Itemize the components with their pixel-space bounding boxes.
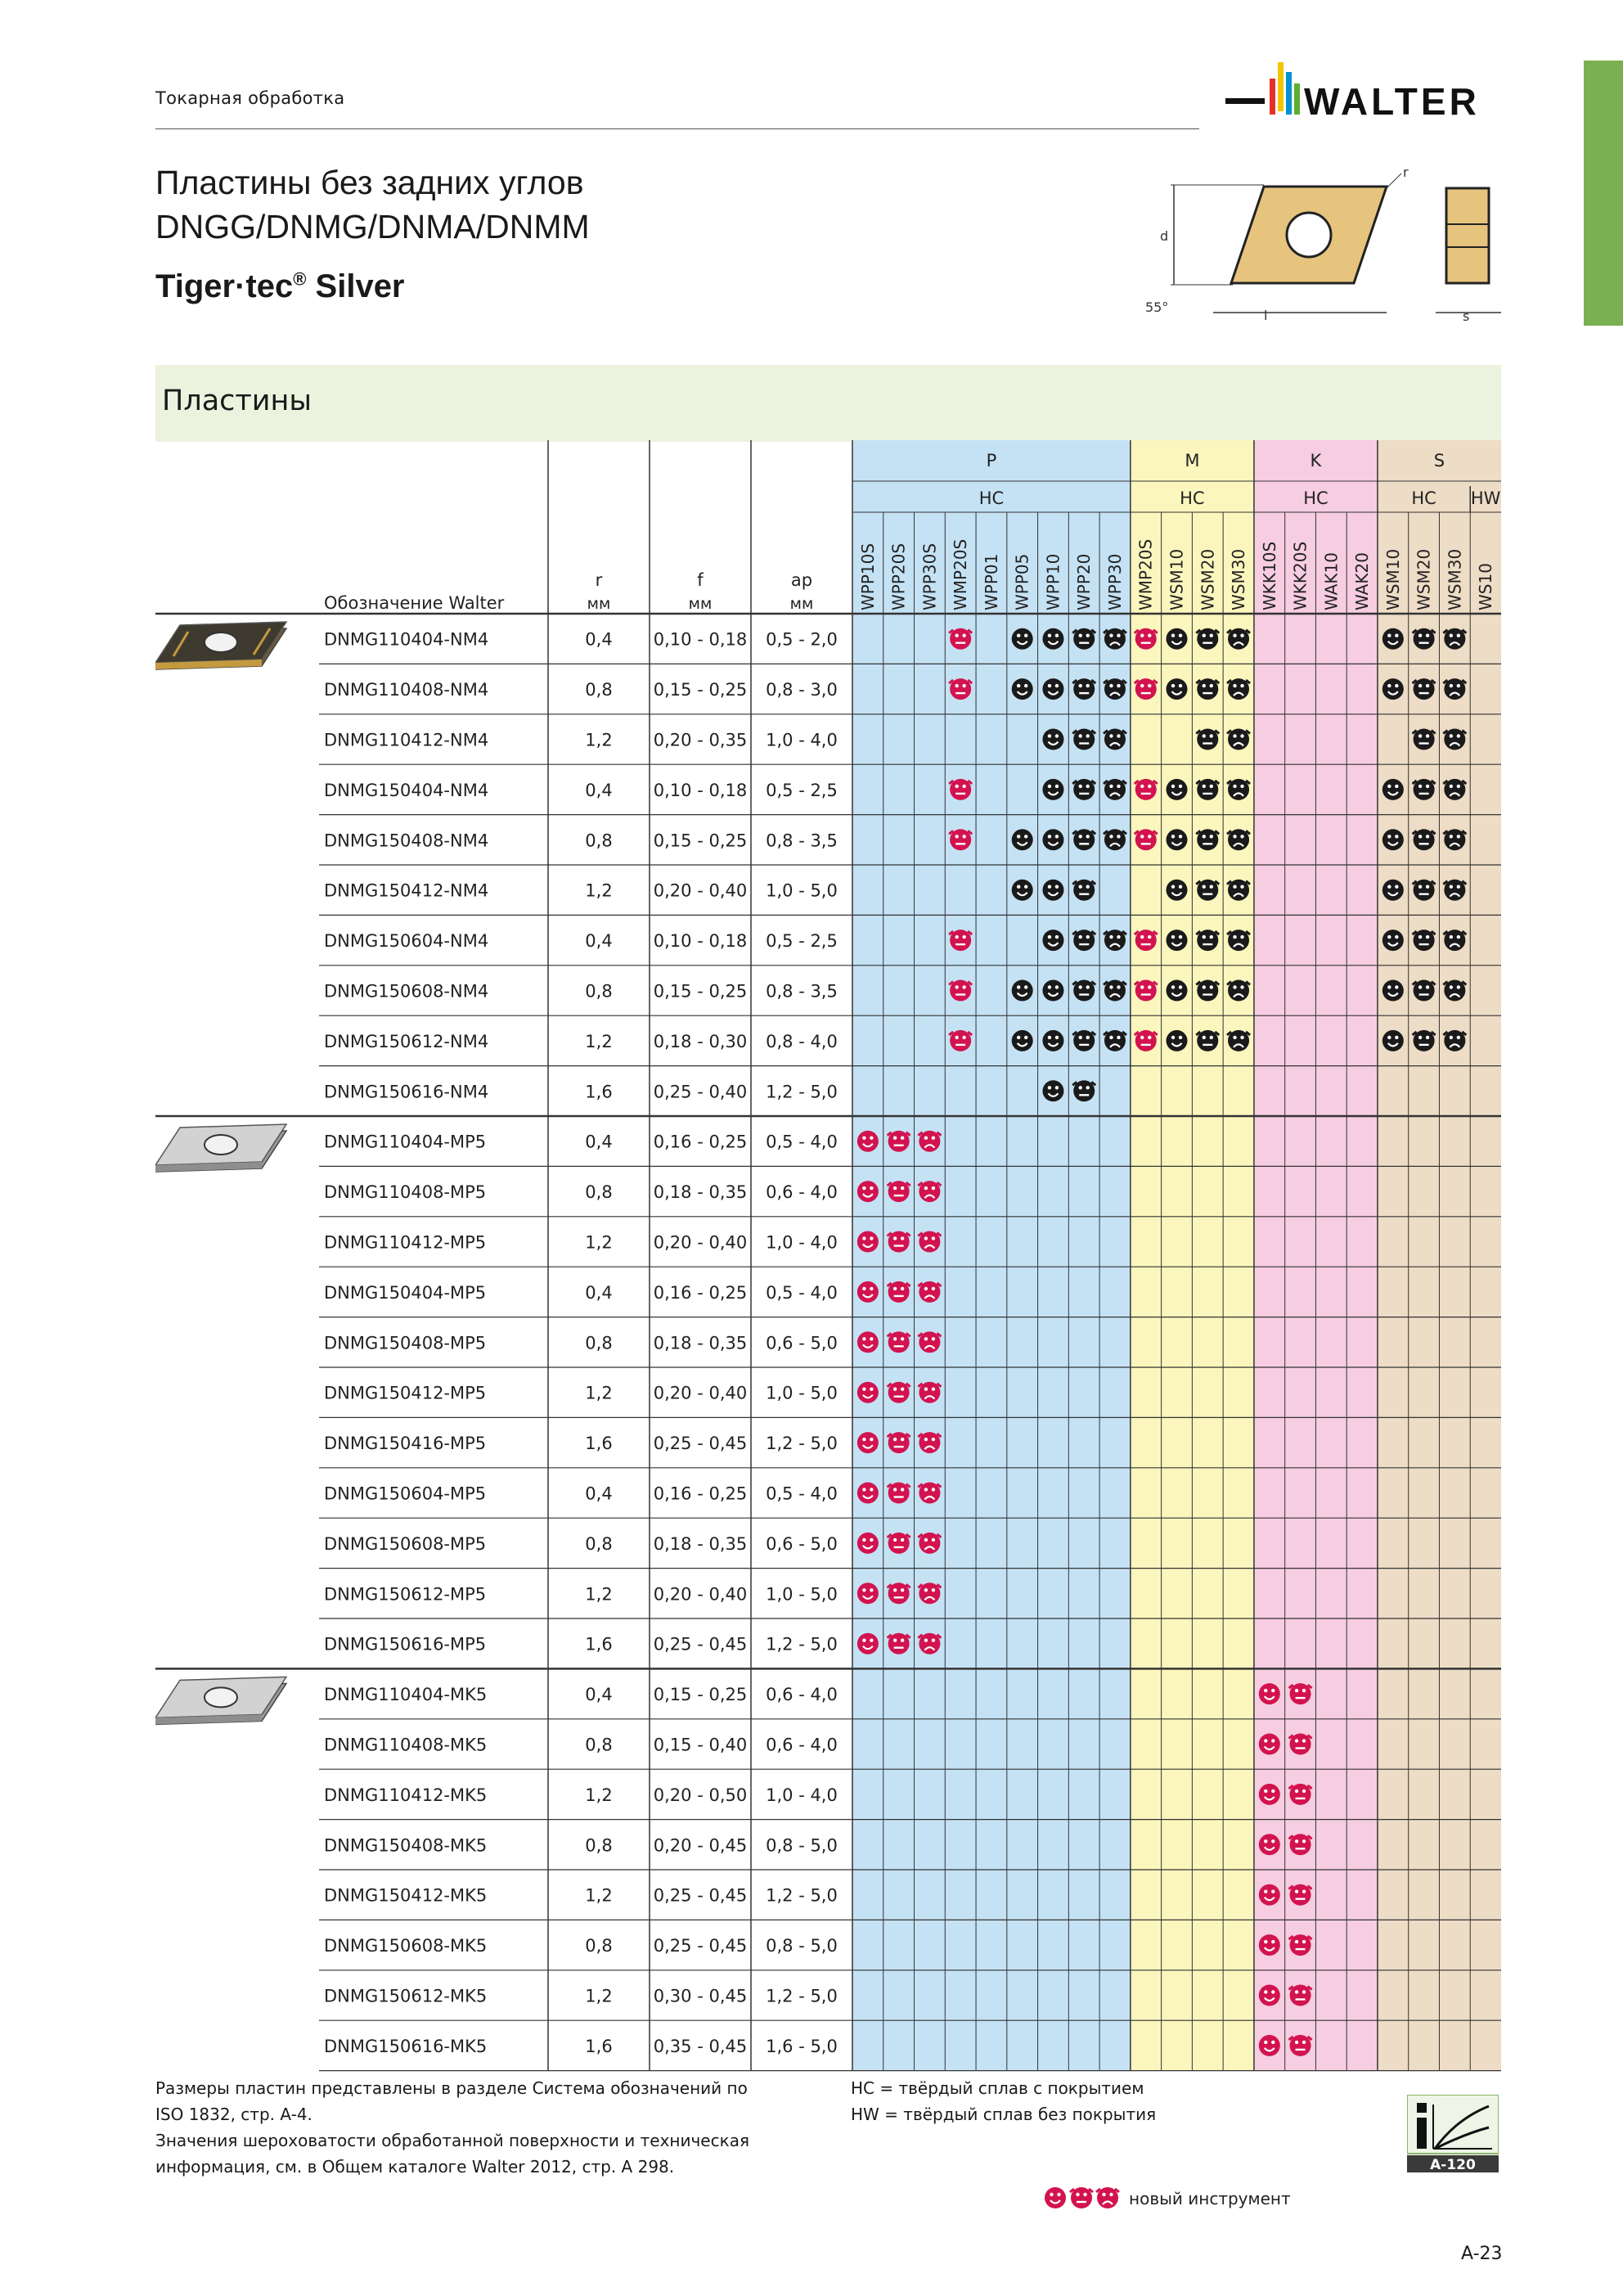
radius-cell: 0,4 [585, 931, 613, 952]
grade-recommendation-icon [1259, 2035, 1280, 2056]
grade-recommendation-icon [1167, 980, 1188, 1002]
grade-recommendation-icon [857, 1483, 879, 1504]
designation-cell: DNMG150608-MK5 [324, 1936, 488, 1956]
radius-cell: 1,6 [585, 1634, 613, 1654]
substrate-label: HW [1470, 488, 1501, 508]
grade-recommendation-icon [1382, 880, 1404, 901]
registered-mark: ® [293, 268, 307, 290]
feed-cell: 0,20 - 0,40 [653, 1232, 748, 1253]
feed-cell: 0,25 - 0,45 [653, 1885, 748, 1906]
feed-cell: 0,20 - 0,40 [653, 1584, 748, 1605]
feed-cell: 0,18 - 0,30 [653, 1031, 748, 1051]
column-header-unit: мм [789, 595, 814, 613]
depth-cell: 0,5 - 4,0 [766, 1282, 838, 1303]
grade-recommendation-icon [1042, 980, 1063, 1002]
grade-recommendation-icon [857, 1582, 879, 1604]
grade-recommendation-icon [857, 1181, 879, 1202]
grade-recommendation-icon [1042, 880, 1063, 901]
designation-cell: DNMG110412-MP5 [324, 1232, 487, 1253]
radius-cell: 1,2 [585, 880, 613, 901]
section-title: Пластины [162, 385, 312, 417]
radius-cell: 0,4 [585, 780, 613, 800]
grade-recommendation-icon [1167, 628, 1188, 650]
designation-cell: DNMG110408-MP5 [324, 1182, 487, 1203]
column-header-unit: мм [688, 595, 713, 613]
designation-cell: DNMG110404-MP5 [324, 1132, 487, 1152]
depth-cell: 0,8 - 4,0 [766, 1031, 838, 1051]
depth-cell: 0,8 - 5,0 [766, 1835, 838, 1856]
grade-recommendation-icon [857, 1633, 879, 1654]
radius-cell: 1,2 [585, 730, 613, 750]
radius-cell: 0,8 [585, 1936, 613, 1956]
grade-recommendation-icon [1012, 980, 1033, 1002]
depth-cell: 1,0 - 4,0 [766, 1785, 838, 1805]
feed-cell: 0,16 - 0,25 [653, 1483, 748, 1504]
depth-cell: 1,2 - 5,0 [766, 1434, 838, 1454]
grade-recommendation-icon [1259, 1784, 1280, 1805]
designation-cell: DNMG110408-NM4 [324, 680, 489, 700]
grade-recommendation-icon [1167, 1030, 1188, 1051]
grade-recommendation-icon [1042, 678, 1063, 700]
page-title-codes: DNGG/DNMG/DNMA/DNMM [155, 208, 590, 245]
grade-recommendation-icon [1167, 880, 1188, 901]
designation-cell: DNMG110412-NM4 [324, 730, 489, 750]
grade-recommendation-icon [1382, 980, 1404, 1002]
feed-cell: 0,25 - 0,40 [653, 1082, 748, 1102]
designation-cell: DNMG150412-NM4 [324, 880, 489, 901]
footnote-line: ISO 1832, стр. A-4. [155, 2105, 312, 2124]
substrate-label: HC [978, 488, 1005, 508]
grade-recommendation-icon [1012, 829, 1033, 850]
feed-cell: 0,25 - 0,45 [653, 1634, 748, 1654]
grade-label: WAK20 [1352, 552, 1373, 610]
material-group-label: P [986, 451, 997, 470]
designation-cell: DNMG150616-NM4 [324, 1082, 489, 1102]
designation-cell: DNMG150608-NM4 [324, 981, 489, 1002]
footnote-line: HC = твёрдый сплав с покрытием [851, 2078, 1144, 2098]
radius-cell: 1,2 [585, 1232, 613, 1253]
designation-cell: DNMG150608-MP5 [324, 1533, 487, 1554]
footnote-line: HW = твёрдый сплав без покрытия [851, 2105, 1157, 2124]
feed-cell: 0,20 - 0,50 [653, 1785, 748, 1805]
material-group-label: K [1310, 451, 1322, 470]
feed-cell: 0,16 - 0,25 [653, 1132, 748, 1152]
feed-cell: 0,20 - 0,35 [653, 730, 748, 750]
designation-cell: DNMG150412-MP5 [324, 1383, 487, 1403]
product-line [155, 268, 405, 305]
depth-cell: 1,0 - 4,0 [766, 1232, 838, 1253]
grade-recommendation-icon [1382, 779, 1404, 800]
grade-recommendation-icon [857, 1533, 879, 1554]
designation-cell: DNMG150416-MP5 [324, 1434, 487, 1454]
grade-recommendation-icon [1259, 1934, 1280, 1956]
radius-cell: 1,2 [585, 1031, 613, 1051]
radius-cell: 0,4 [585, 1282, 613, 1303]
material-group-label: M [1185, 451, 1200, 470]
feed-cell: 0,18 - 0,35 [653, 1333, 748, 1353]
designation-cell: DNMG150404-MP5 [324, 1282, 487, 1303]
designation-cell: DNMG110408-MK5 [324, 1735, 488, 1755]
designation-cell: DNMG150408-MP5 [324, 1333, 487, 1353]
footnote-right [851, 2075, 1276, 2127]
depth-cell: 0,8 - 3,5 [766, 981, 838, 1002]
header-rule [155, 128, 1199, 129]
designation-cell: DNMG150408-NM4 [324, 831, 489, 851]
radius-cell: 0,8 [585, 680, 613, 700]
grade-recommendation-icon [1167, 829, 1188, 850]
product-name: Tiger·tec [155, 268, 294, 304]
grade-recommendation-icon [1042, 628, 1063, 650]
radius-cell: 1,6 [585, 1082, 613, 1102]
grade-label: WPP20 [1074, 553, 1095, 610]
radius-cell: 1,6 [585, 1434, 613, 1454]
feed-cell: 0,10 - 0,18 [653, 931, 748, 952]
radius-cell: 0,8 [585, 831, 613, 851]
grade-label: WS10 [1476, 563, 1496, 610]
radius-cell: 0,8 [585, 1333, 613, 1353]
depth-cell: 1,2 - 5,0 [766, 1634, 838, 1654]
radius-cell: 0,8 [585, 1835, 613, 1856]
radius-cell: 0,4 [585, 629, 613, 650]
column-header: f [697, 570, 704, 590]
svg-text:s: s [1463, 308, 1470, 324]
insert-photo-mk5-insert [155, 1677, 286, 1724]
feed-cell: 0,18 - 0,35 [653, 1182, 748, 1203]
grade-recommendation-icon [1042, 729, 1063, 750]
grade-label: WSM20 [1198, 548, 1218, 610]
radius-cell: 0,8 [585, 981, 613, 1002]
grade-label: WKK20S [1290, 541, 1311, 610]
insert-photo-nm4-insert [155, 622, 286, 669]
depth-cell: 0,6 - 4,0 [766, 1685, 838, 1705]
grade-label: WKK10S [1259, 541, 1279, 610]
grade-label: WMP20S [1135, 538, 1156, 610]
depth-cell: 0,8 - 5,0 [766, 1936, 838, 1956]
feed-cell: 0,15 - 0,25 [653, 680, 748, 700]
grade-recommendation-icon [1012, 880, 1033, 901]
substrate-label: HC [1411, 488, 1436, 508]
footnote-line: информация, см. в Общем каталоге Walter 2012, стр. A 298. [155, 2157, 675, 2177]
column-header-unit: мм [587, 595, 611, 613]
designation-cell: DNMG150604-MP5 [324, 1483, 487, 1504]
grade-recommendation-icon [1042, 779, 1063, 800]
feed-cell: 0,15 - 0,25 [653, 1685, 748, 1705]
grade-recommendation-icon [1259, 1985, 1280, 2006]
depth-cell: 0,8 - 3,5 [766, 831, 838, 851]
grade-recommendation-icon [1042, 930, 1063, 951]
designation-cell: DNMG150412-MK5 [324, 1885, 488, 1906]
designation-cell: DNMG110404-NM4 [324, 629, 489, 650]
feed-cell: 0,20 - 0,40 [653, 880, 748, 901]
page-number: A-23 [1461, 2244, 1503, 2264]
grade-label: WSM20 [1414, 548, 1434, 610]
grade-recommendation-icon [1382, 930, 1404, 951]
grade-label: WSM10 [1167, 548, 1187, 610]
designation-cell: DNMG150408-MK5 [324, 1835, 488, 1856]
grade-recommendation-icon [1012, 678, 1033, 700]
walter-logo [1225, 61, 1504, 128]
depth-cell: 1,0 - 5,0 [766, 1383, 838, 1403]
depth-cell: 0,8 - 3,0 [766, 680, 838, 700]
radius-cell: 0,8 [585, 1533, 613, 1554]
feed-cell: 0,35 - 0,45 [653, 2036, 748, 2056]
substrate-label: HC [1303, 488, 1329, 508]
designation-cell: DNMG150616-MK5 [324, 2036, 488, 2056]
depth-cell: 1,0 - 5,0 [766, 1584, 838, 1605]
column-header-name: Обозначение Walter [324, 593, 505, 613]
feed-cell: 0,30 - 0,45 [653, 1986, 748, 2006]
depth-cell: 0,6 - 4,0 [766, 1735, 838, 1755]
depth-cell: 1,2 - 5,0 [766, 1885, 838, 1906]
legend [1041, 2181, 1384, 2214]
info-reference-icon [1407, 2095, 1499, 2172]
grade-recommendation-icon [1259, 1884, 1280, 1906]
designation-cell: DNMG150612-MP5 [324, 1584, 487, 1605]
radius-cell: 1,2 [585, 1785, 613, 1805]
legend-text: новый инструмент [1129, 2189, 1291, 2208]
depth-cell: 0,5 - 4,0 [766, 1483, 838, 1504]
depth-cell: 0,5 - 2,5 [766, 780, 838, 800]
section-band [155, 365, 1501, 442]
grade-recommendation-icon [857, 1281, 879, 1303]
grade-label: WPP30 [1104, 553, 1125, 610]
depth-cell: 0,6 - 5,0 [766, 1333, 838, 1353]
grade-label: WPP20S [888, 542, 909, 610]
radius-cell: 1,2 [585, 1383, 613, 1403]
depth-cell: 1,2 - 5,0 [766, 1082, 838, 1102]
grade-recommendation-icon [1042, 1030, 1063, 1051]
designation-cell: DNMG150612-MK5 [324, 1986, 488, 2006]
grade-recommendation-icon [1012, 1030, 1033, 1051]
designation-cell: DNMG150616-MP5 [324, 1634, 487, 1654]
depth-cell: 0,6 - 4,0 [766, 1182, 838, 1203]
radius-cell: 0,8 [585, 1182, 613, 1203]
svg-text:d: d [1160, 228, 1169, 244]
grade-label: WMP20S [951, 538, 971, 610]
radius-cell: 0,4 [585, 1685, 613, 1705]
feed-cell: 0,15 - 0,25 [653, 981, 748, 1002]
walter-logo-text: WALTER [1304, 80, 1480, 123]
section-label: Токарная обработка [155, 88, 345, 108]
footnote-line: Размеры пластин представлены в разделе Система обозначений по [155, 2078, 748, 2098]
grade-recommendation-icon [1167, 930, 1188, 951]
grade-label: WAK10 [1321, 552, 1342, 610]
grade-recommendation-icon [857, 1432, 879, 1453]
grade-recommendation-icon [1042, 829, 1063, 850]
grade-label: WPP10S [857, 542, 878, 610]
product-suffix: Silver [306, 268, 405, 304]
grade-recommendation-icon [1259, 1834, 1280, 1855]
depth-cell: 1,2 - 5,0 [766, 1986, 838, 2006]
depth-cell: 1,0 - 5,0 [766, 880, 838, 901]
material-group-label: S [1433, 451, 1445, 470]
grade-label: WSM10 [1382, 548, 1403, 610]
substrate-label: HC [1180, 488, 1205, 508]
depth-cell: 0,6 - 5,0 [766, 1533, 838, 1554]
radius-cell: 1,6 [585, 2036, 613, 2056]
column-header: r [595, 570, 603, 590]
feed-cell: 0,25 - 0,45 [653, 1936, 748, 1956]
grade-recommendation-icon [857, 1331, 879, 1353]
radius-cell: 1,2 [585, 1986, 613, 2006]
grade-recommendation-icon [1259, 1683, 1280, 1704]
page-title: Пластины без задних углов [155, 164, 584, 201]
grade-label: WPP01 [981, 553, 1001, 610]
radius-cell: 0,8 [585, 1735, 613, 1755]
column-header: ap [790, 570, 813, 590]
feed-cell: 0,25 - 0,45 [653, 1434, 748, 1454]
grade-recommendation-icon [1382, 678, 1404, 700]
insert-geometry-diagram [1141, 160, 1526, 324]
depth-cell: 0,5 - 4,0 [766, 1132, 838, 1152]
feed-cell: 0,15 - 0,25 [653, 831, 748, 851]
grade-label: WPP05 [1012, 553, 1032, 610]
feed-cell: 0,10 - 0,18 [653, 629, 748, 650]
designation-cell: DNMG110404-MK5 [324, 1685, 488, 1705]
feed-cell: 0,16 - 0,25 [653, 1282, 748, 1303]
grade-recommendation-icon [1167, 678, 1188, 700]
radius-cell: 1,2 [585, 1584, 613, 1605]
feed-cell: 0,20 - 0,45 [653, 1835, 748, 1856]
grade-recommendation-icon [1167, 779, 1188, 800]
grade-recommendation-icon [1382, 1030, 1404, 1051]
feed-cell: 0,18 - 0,35 [653, 1533, 748, 1554]
footnote-line: Значения шероховатости обработанной поверхности и техническая [155, 2131, 749, 2150]
svg-text:r: r [1403, 164, 1409, 180]
designation-cell: DNMG150612-NM4 [324, 1031, 489, 1051]
radius-cell: 0,4 [585, 1132, 613, 1152]
grade-recommendation-icon [1012, 628, 1033, 650]
grade-recommendation-icon [857, 1131, 879, 1152]
chapter-tab [1584, 61, 1623, 326]
grade-recommendation-icon [1042, 1080, 1063, 1101]
grade-label: WSM30 [1229, 548, 1249, 610]
footnote-left [155, 2075, 777, 2180]
grade-table [155, 440, 1501, 2077]
designation-cell: DNMG110412-MK5 [324, 1785, 488, 1805]
grade-recommendation-icon [1096, 2187, 1119, 2208]
grade-recommendation-icon [857, 1382, 879, 1403]
feed-cell: 0,10 - 0,18 [653, 780, 748, 800]
designation-cell: DNMG150404-NM4 [324, 780, 489, 800]
depth-cell: 0,5 - 2,5 [766, 931, 838, 952]
radius-cell: 0,4 [585, 1483, 613, 1504]
feed-cell: 0,15 - 0,40 [653, 1735, 748, 1755]
depth-cell: 1,0 - 4,0 [766, 730, 838, 750]
grade-recommendation-icon [1259, 1734, 1280, 1755]
grade-recommendation-icon [1382, 829, 1404, 850]
grade-recommendation-icon [1070, 2187, 1093, 2208]
svg-text:55°: 55° [1145, 299, 1169, 315]
info-ref-label: A-120 [1430, 2157, 1476, 2172]
grade-label: WSM30 [1445, 548, 1465, 610]
grade-recommendation-icon [857, 1231, 879, 1253]
depth-cell: 1,6 - 5,0 [766, 2036, 838, 2056]
grade-recommendation-icon [1382, 628, 1404, 650]
designation-cell: DNMG150604-NM4 [324, 931, 489, 952]
grade-recommendation-icon [1045, 2187, 1066, 2208]
radius-cell: 1,2 [585, 1885, 613, 1906]
grade-label: WPP10 [1043, 553, 1063, 610]
grade-label: WPP30S [919, 542, 940, 610]
feed-cell: 0,20 - 0,40 [653, 1383, 748, 1403]
insert-photo-mp5-insert [155, 1124, 286, 1172]
depth-cell: 0,5 - 2,0 [766, 629, 838, 650]
svg-text:l: l [1264, 308, 1268, 323]
